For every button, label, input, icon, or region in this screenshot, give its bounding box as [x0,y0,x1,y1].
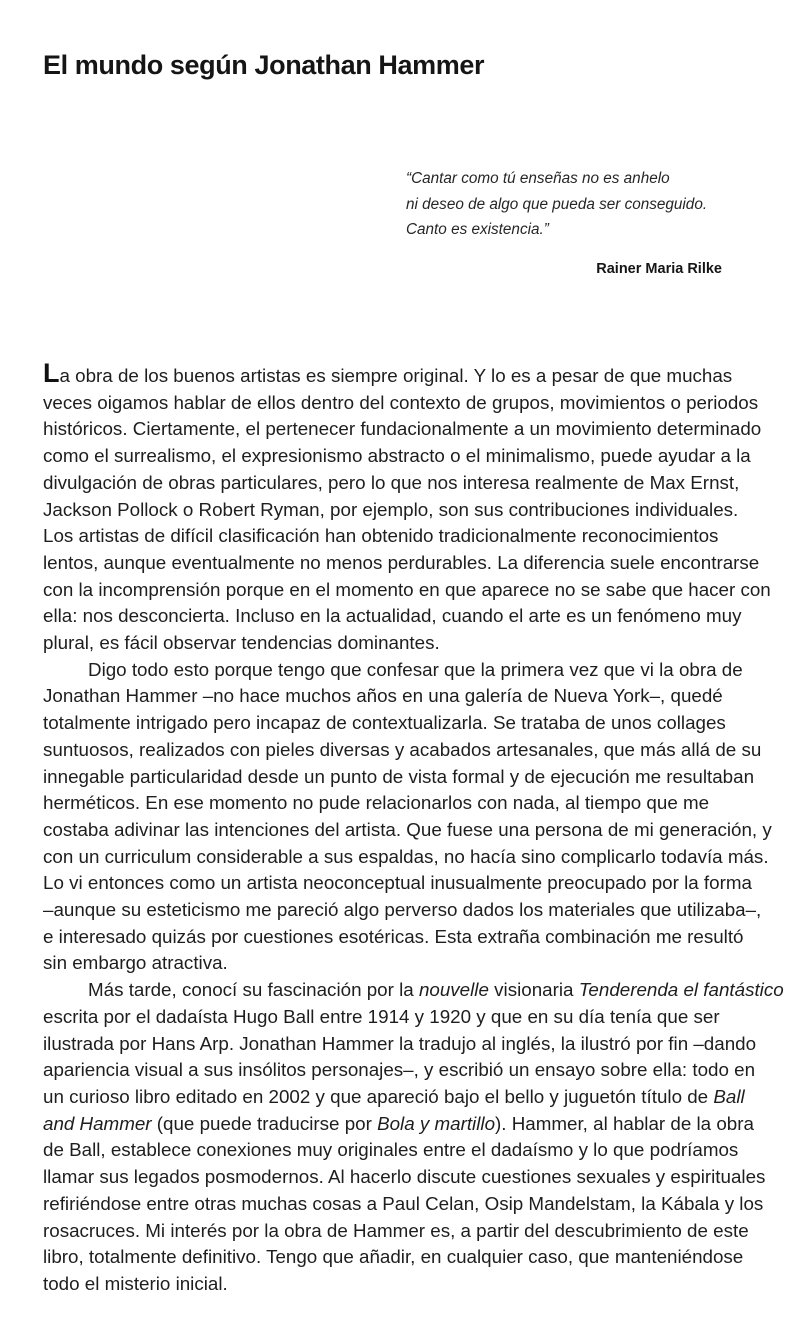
text-line: rosacruces. Mi interés por la obra de Hammer es, a partir del descubrimiento de este [43,1219,749,1241]
text-line: llamar sus legados posmodernos. Al hacerlo discute cuestiones sexuales y espirituales [43,1166,766,1188]
paragraph-1 [43,358,788,657]
text-line: divulgación de obras particulares, pero lo que nos interesa realmente de Max Ernst, [43,471,740,493]
text-line: ilustrada por Hans Arp. Jonathan Hammer la tradujo al inglés, la ilustró por fin –dando [43,1032,757,1054]
epigraph [406,166,746,243]
text-line: totalmente intrigado pero incapaz de contextualizarla. Se trataba de unos collages [43,712,726,734]
italic-title: Ball [713,1085,745,1107]
italic-title: Tenderenda el fantástico [578,979,784,1001]
text-line: históricos. Ciertamente, el pertenecer fundacionalmente a un movimiento determinado [43,418,762,440]
text-line: refiriéndose entre otras muchas cosas a Paul Celan, Osip Mandelstam, la Kábala y los [43,1192,764,1214]
epigraph-line: ni deseo de algo que pueda ser conseguido. [406,195,708,213]
epigraph-line: “Cantar como tú enseñas no es anhelo [406,170,670,187]
text-line: ella: nos desconcierta. Incluso en la actualidad, cuando el arte es un fenómeno muy [43,605,742,627]
text-line: de Ball, establece conexiones muy originales entre el dadaísmo y lo que podríamos [43,1139,739,1161]
text-line: libro, totalmente definitivo. Tengo que añadir, en cualquier caso, que manteniéndose [43,1246,744,1268]
body-text [43,358,788,1298]
text-line [43,358,788,390]
text-line: Jackson Pollock o Robert Ryman, por ejemplo, son sus contribuciones individuales. [43,498,739,520]
epigraph-line: Canto es existencia.” [406,221,549,238]
text-segment: a obra de los buenos artistas es siempre original. Y lo es a pesar de que muchas [59,365,733,386]
page-title: El mundo según Jonathan Hammer [43,50,485,80]
text-line: Los artistas de difícil clasificación han obtenido tradicionalmente reconocimientos [43,525,719,547]
epigraph-author: Rainer Maria Rilke [596,261,722,277]
text-line: apariencia visual a sus insólitos personajes–, y escribió un ensayo sobre ella: todo en [43,1059,756,1081]
epigraph-quote [406,166,746,243]
italic-title: nouvelle [418,979,489,1001]
text-line: herméticos. En ese momento no pude relacionarlos con nada, al tiempo que me [43,792,710,814]
text-line: escrita por el dadaísta Hugo Ball entre 1914 y 1920 y que en su día tenía que ser [43,1005,720,1027]
text-segment: ). Hammer, al hablar de la obra [495,1112,754,1134]
text-line [43,1111,788,1138]
text-line: costaba adivinar las intenciones del artista. Que fuese una persona de mi generación, y [43,818,772,840]
text-line: todo el misterio inicial. [43,1272,228,1294]
paragraph-3 [43,977,788,1297]
text-line: Jonathan Hammer –no hace muchos años en una galería de Nueva York–, quedé [43,685,723,707]
italic-title: Bola y martillo [377,1112,496,1134]
text-line: con un curriculum considerable a sus espaldas, no hacía sino complicarlo todavía más. [43,845,769,867]
text-segment: visionaria [488,979,579,1001]
drop-cap: L [43,358,60,388]
italic-title: and Hammer [43,1112,152,1134]
text-line [43,977,788,1004]
text-line: lentos, aunque eventualmente no menos perdurables. La diferencia suele encontrarse [43,551,760,573]
text-segment: Más tarde, conocí su fascinación por la [88,979,419,1001]
text-line: sin embargo atractiva. [43,952,228,974]
text-line: innegable particularidad desde un punto de vista formal y de ejecución me resultaban [43,765,755,787]
text-line: e interesado quizás por cuestiones esotéricas. Esta extraña combinación me resultó [43,925,744,947]
text-line: como el surrealismo, el expresionismo abstracto o el minimalismo, puede ayudar a la [43,445,751,467]
text-line [43,1084,788,1111]
text-line: –aunque su esteticismo me pareció algo perverso dados los materiales que utilizaba–, [43,899,762,921]
text-line: veces oigamos hablar de ellos dentro del contexto de grupos, movimientos o periodos [43,391,759,413]
text-line: plural, es fácil observar tendencias dominantes. [43,632,440,654]
text-line: con la incomprensión porque en el momento en que aparece no se sabe que hacer con [43,578,771,600]
text-segment: (que puede traducirse por [151,1112,378,1134]
text-line: suntuosos, realizados con pieles diversas y acabados artesanales, que más allá de su [43,738,762,760]
text-segment: un curioso libro editado en 2002 y que apareció bajo el bello y juguetón título de [43,1085,714,1107]
text-line: Digo todo esto porque tengo que confesar que la primera vez que vi la obra de [88,658,743,680]
paragraph-2 [43,657,788,977]
text-line: Lo vi entonces como un artista neoconceptual inusualmente preocupado por la forma [43,872,752,894]
